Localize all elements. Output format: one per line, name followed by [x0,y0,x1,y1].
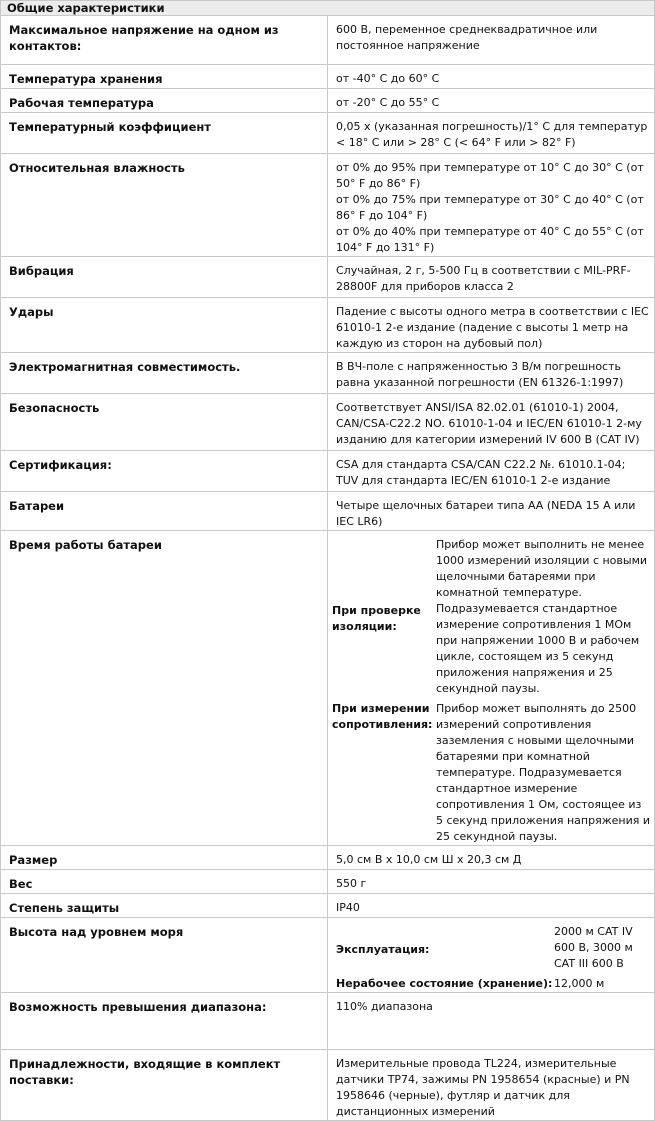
spec-value: Случайная, 2 г, 5-500 Гц в соответствии с MIL-PRF-28800F для приборов класса 2 [328,257,655,298]
spec-row-emc [1,353,655,394]
spec-row-temp-coefficient [1,113,655,154]
spec-row-batteries [1,492,655,531]
spec-header: Общие характеристики [1,1,655,16]
spec-value: CSA для стандарта CSA/CAN C22.2 №. 61010.1-04; TUV для стандарта IEC/EN 61010-1 2-е издание [328,451,655,492]
spec-header-row [1,1,655,16]
spec-value: от -20° C до 55° C [328,89,655,113]
spec-label: Максимальное напряжение на одном из контактов: [1,16,328,65]
spec-row-protection [1,894,655,918]
spec-label: Относительная влажность [1,154,328,257]
spec-value: Измерительные провода TL224, измерительные датчики TP74, зажимы PN 1958654 (красные) и PN 1958646 (черные), футляр и датчик для дистанционных измерений [328,1050,655,1121]
spec-row-battery-life [1,531,655,846]
spec-value: В ВЧ-поле с напряженностью 3 В/м погрешность равна указанной погрешности (EN 61326-1:1997) [328,353,655,394]
spec-value: от -40° C до 60° C [328,65,655,89]
spec-row-size [1,846,655,870]
spec-label: Температура хранения [1,65,328,89]
spec-label: Высота над уровнем моря [1,918,328,993]
sub-label: Нерабочее состояние (хранение): [336,977,553,990]
spec-label: Температурный коэффициент [1,113,328,154]
spec-row-overrange [1,993,655,1050]
spec-value [328,531,655,846]
humidity-line: от 0% до 40% при температуре от 40° C до 55° C (от 104° F до 131° F) [336,225,644,254]
spec-label: Время работы батареи [1,531,328,846]
sub-row-storage [336,976,650,992]
spec-label: Вес [1,870,328,894]
humidity-line: от 0% до 75% при температуре от 30° C до 40° C (от 86° F до 104° F) [336,193,644,222]
sub-value: Прибор может выполнить не менее 1000 измерений изоляции с новыми щелочными батареями при комнатной температуре. Подразумевается стандартное измерение сопротивления 1 МОм при напряжении 1000 В и рабочем цикле, состоящем из 5 секунд приложения напряжения и 25 секундной паузы. [436,538,648,695]
spec-label: Удары [1,298,328,353]
spec-row-operating-temp [1,89,655,113]
spec-row-shock [1,298,655,353]
spec-row-accessories [1,1050,655,1121]
spec-row-storage-temp [1,65,655,89]
spec-label: Размер [1,846,328,870]
spec-row-altitude [1,918,655,993]
spec-label: Безопасность [1,394,328,451]
spec-value: IP40 [328,894,655,918]
spec-value: Падение с высоты одного метра в соответствии с IEC 61010-1 2-е издание (падение с высоты 1 метр на каждую из сторон на дубовый пол) [328,298,655,353]
spec-value: Соответствует ANSI/ISA 82.02.01 (61010-1) 2004, CAN/CSA-C22.2 NO. 61010-1-04 и IEC/EN 61010-1 2-му изданию для категории измерений IV 600 В (CAT IV) [328,394,655,451]
altitude-subtable [336,924,650,992]
sub-value: Прибор может выполнять до 2500 измерений сопротивления заземления с новыми щелочными батареями при комнатной температуре. Подразумевается стандартное измерение сопротивления 1 Ом, состоящее из 5 секунд приложения напряжения и 25 секундной паузы. [436,702,650,843]
battery-life-subtable [332,537,650,845]
humidity-line: от 0% до 95% при температуре от 10° C до 30° C (от 50° F до 86° F) [336,161,644,190]
sub-row-operation [336,924,650,976]
spec-row-humidity [1,154,655,257]
spec-row-certification [1,451,655,492]
spec-value [328,918,655,993]
spec-value: Четыре щелочных батареи типа AA (NEDA 15 A или IEC LR6) [328,492,655,531]
spec-value: 550 г [328,870,655,894]
sub-label: При проверке изоляции: [332,604,421,633]
spec-label: Электромагнитная совместимость. [1,353,328,394]
spec-value [328,154,655,257]
spec-value: 110% диапазона [328,993,655,1050]
spec-row-safety [1,394,655,451]
spec-label: Принадлежности, входящие в комплект поставки: [1,1050,328,1121]
sub-value: 12,000 м [554,977,605,990]
spec-label: Возможность превышения диапазона: [1,993,328,1050]
sub-label: При измерении сопротивления: [332,702,433,731]
sub-row-resistance [332,701,650,845]
spec-value: 600 В, переменное среднеквадратичное или постоянное напряжение [328,16,655,65]
spec-value: 5,0 см В x 10,0 см Ш x 20,3 см Д [328,846,655,870]
spec-label: Степень защиты [1,894,328,918]
spec-row-max-voltage [1,16,655,65]
spec-row-weight [1,870,655,894]
spec-label: Вибрация [1,257,328,298]
spec-label: Сертификация: [1,451,328,492]
sub-row-insulation [332,537,650,701]
sub-value: 2000 м CAT IV 600 В, 3000 м CAT III 600 В [554,925,633,970]
spec-value: 0,05 x (указанная погрешность)/1° C для температур < 18° C или > 28° C (< 64° F или > 82° F) [328,113,655,154]
spec-label: Рабочая температура [1,89,328,113]
sub-label: Эксплуатация: [336,943,430,956]
spec-label: Батареи [1,492,328,531]
spec-row-vibration [1,257,655,298]
